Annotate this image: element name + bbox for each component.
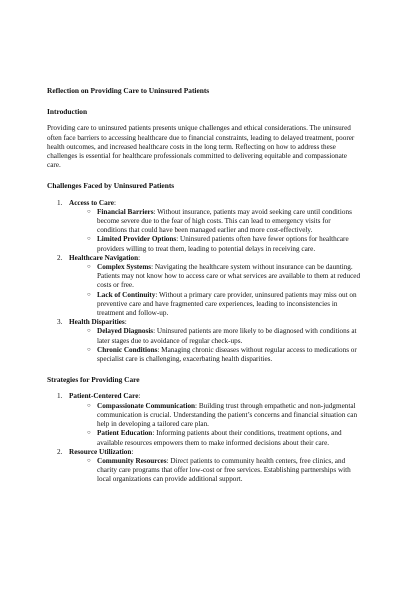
challenge-subitem-text: : Navigating the healthcare system without insurance can be daunting. Patients may not know how to access care or what services are available to them at reduced costs or free. <box>97 263 361 290</box>
hollow-circle-bullet-icon: ○ <box>87 457 91 464</box>
challenge-item <box>47 199 362 254</box>
challenge-subitem-term: Complex Systems <box>97 263 152 272</box>
challenge-subitem <box>69 291 362 319</box>
challenge-item-number: 2. <box>57 253 63 262</box>
challenges-list <box>47 199 362 365</box>
challenge-subitem-text: : Managing chronic diseases without regular access to medications or specialist care is challenging, exacerbating health disparities. <box>97 345 357 364</box>
hollow-circle-bullet-icon: ○ <box>87 208 91 215</box>
strategy-item-number: 1. <box>57 392 63 401</box>
challenge-item <box>47 318 362 364</box>
hollow-circle-bullet-icon: ○ <box>87 402 91 409</box>
challenge-subitems <box>69 208 362 254</box>
challenge-subitem <box>69 327 362 345</box>
introduction-heading: Introduction <box>47 107 88 117</box>
challenge-subitem <box>69 263 362 291</box>
strategy-item <box>47 448 362 485</box>
hollow-circle-bullet-icon: ○ <box>87 430 91 437</box>
hollow-circle-bullet-icon: ○ <box>87 264 91 271</box>
strategy-subitem-text: : Direct patients to community health centers, free clinics, and charity care programs that offer low-cost or free services. Establishing partnerships with local organizations can provide additional support. <box>97 456 351 484</box>
challenge-subitem <box>69 208 362 236</box>
strategy-subitem-term: Patient Education <box>97 429 153 438</box>
challenges-heading: Challenges Faced by Uninsured Patients <box>47 181 175 191</box>
challenge-subitem-term: Delayed Diagnosis <box>97 327 154 336</box>
challenge-subitem-term: Financial Barriers <box>97 207 154 216</box>
strategy-subitem-text: : Building trust through empathetic and non-judgmental communication is crucial. Understanding the patient’s concerns and financial situation can help in developing a tailored care plan. <box>97 401 358 429</box>
label-colon: : <box>138 253 141 262</box>
strategy-subitem <box>69 429 362 447</box>
hollow-circle-bullet-icon: ○ <box>87 236 91 243</box>
hollow-circle-bullet-icon: ○ <box>87 291 91 298</box>
strategy-subitem-term: Compassionate Communication <box>97 401 196 410</box>
strategy-subitems <box>69 402 362 448</box>
challenge-item-number: 3. <box>57 318 63 327</box>
strategy-item <box>47 392 362 447</box>
document-page <box>47 86 362 485</box>
strategy-item-label <box>69 448 362 457</box>
strategy-item-label-text: Patient-Centered Care <box>69 392 139 401</box>
challenge-subitems <box>69 263 362 318</box>
hollow-circle-bullet-icon: ○ <box>87 346 91 353</box>
challenge-subitem-text: : Uninsured patients often have fewer options for healthcare providers willing to treat them, leading to potential delays in receiving care. <box>97 235 349 253</box>
challenge-item-label-text: Healthcare Navigation <box>69 253 139 262</box>
strategy-item-label <box>69 392 362 401</box>
strategy-subitem-text: : Informing patients about their conditions, treatment options, and available resources empowers them to make informed decisions about their care. <box>97 429 342 447</box>
strategy-item-label-text: Resource Utilization <box>69 447 132 456</box>
label-colon: : <box>113 198 116 207</box>
label-colon: : <box>138 392 141 401</box>
challenge-item-label <box>69 318 362 327</box>
challenge-subitem-text: : Without a primary care provider, uninsured patients may miss out on preventive care and have fragmented care experiences, leading to inconsistencies in treatment and follow-up. <box>97 290 357 318</box>
introduction-paragraph: Providing care to uninsured patients presents unique challenges and ethical considerations. The uninsured often face barriers to accessing healthcare due to financial constraints, leading to delayed treatment, poorer health outcomes, and increased healthcare costs in the long term. Reflecting on how to address these challenges is essential for healthcare professionals committed to delivering equitable and compassionate care. <box>47 124 355 170</box>
document-title: Reflection on Providing Care to Uninsured Patients <box>47 86 210 95</box>
strategy-subitem-term: Community Resources <box>97 456 167 465</box>
challenge-item-label-text: Access to Care <box>69 198 114 207</box>
challenge-subitem-text: : Uninsured patients are more likely to be diagnosed with conditions at later stages due to avoidance of regular check-ups. <box>97 327 357 345</box>
challenge-subitem-term: Limited Provider Options <box>97 235 177 244</box>
strategies-list <box>47 392 362 484</box>
strategy-item-number: 2. <box>57 447 63 456</box>
strategy-subitems <box>69 457 362 485</box>
challenge-subitem-term: Lack of Continuity <box>97 290 156 299</box>
label-colon: : <box>124 318 127 327</box>
challenge-item <box>47 254 362 318</box>
challenge-subitem <box>69 346 362 364</box>
challenge-item-label <box>69 199 362 208</box>
hollow-circle-bullet-icon: ○ <box>87 328 91 335</box>
strategy-subitem <box>69 402 362 430</box>
challenge-subitem-text: : Without insurance, patients may avoid seeking care until conditions become severe due to the fear of high costs. This can lead to emergency visits for conditions that could have been managed earlier and more cost-effectively. <box>97 207 352 235</box>
strategies-heading: Strategies for Providing Care <box>47 375 140 385</box>
challenge-item-label-text: Health Disparities <box>69 318 125 327</box>
label-colon: : <box>131 447 134 456</box>
challenge-item-number: 1. <box>57 198 63 207</box>
challenge-subitems <box>69 327 362 364</box>
challenge-subitem <box>69 235 362 253</box>
challenge-item-label <box>69 254 362 263</box>
strategy-subitem <box>69 457 362 485</box>
challenge-subitem-term: Chronic Conditions <box>97 345 158 354</box>
